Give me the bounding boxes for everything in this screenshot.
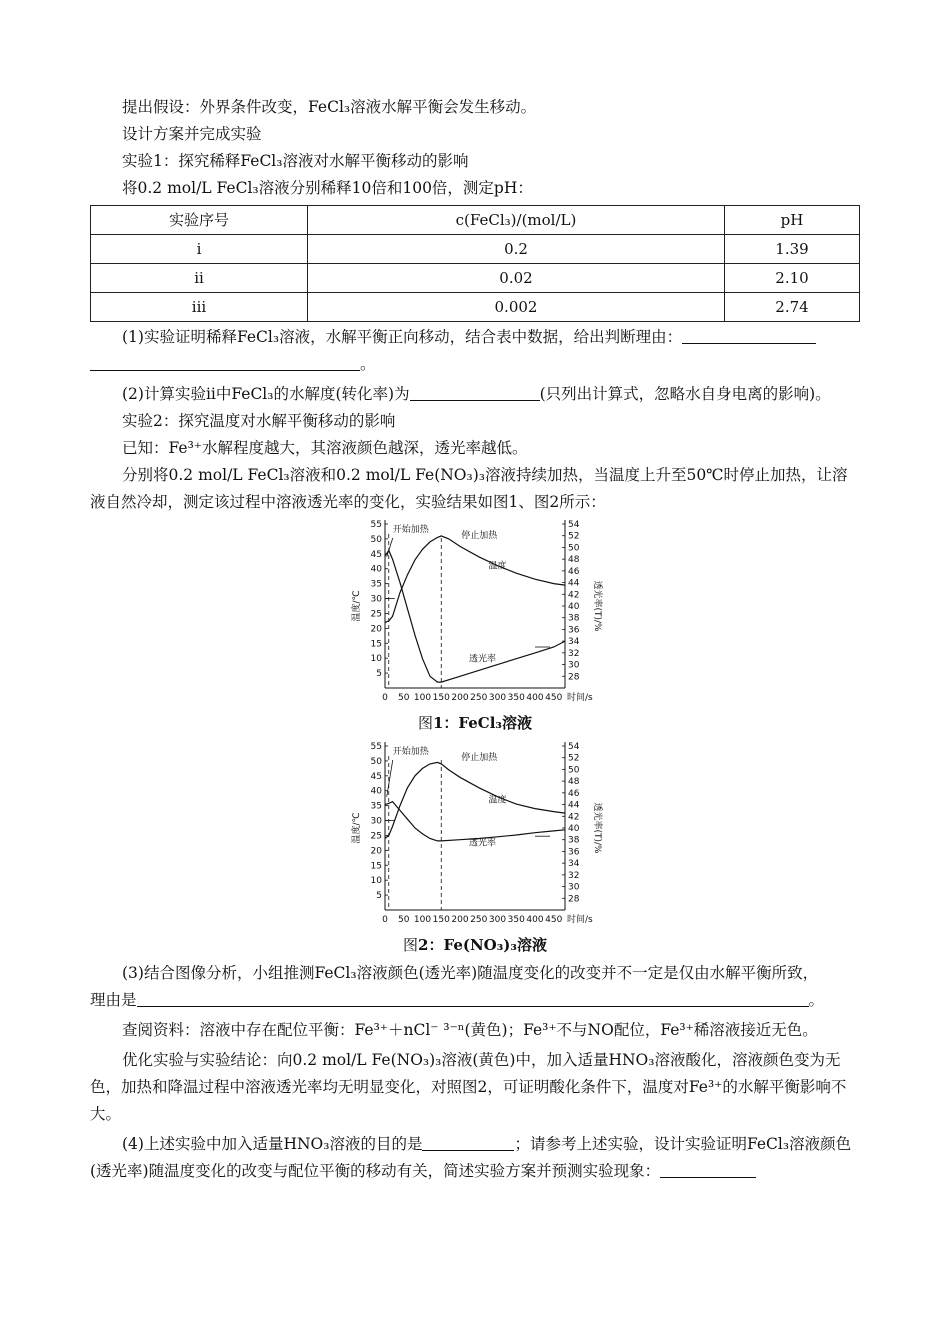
question-3: (3)结合图像分析，小组推测FeCl₃溶液颜色(透光率)随温度变化的改变并不一定是仅由水解平衡所致， bbox=[122, 964, 819, 982]
document-body bbox=[90, 94, 860, 1185]
x-tick-label: 0 bbox=[382, 693, 388, 703]
table-cell: 0.2 bbox=[308, 235, 725, 264]
y2-tick-label: 28 bbox=[568, 894, 580, 905]
answer-blank[interactable] bbox=[682, 327, 816, 344]
y2-tick-label: 52 bbox=[568, 531, 580, 542]
x-tick-label: 50 bbox=[398, 693, 410, 703]
table-cell: 0.02 bbox=[308, 264, 725, 293]
x-tick-label: 250 bbox=[470, 915, 488, 925]
y-tick-label: 10 bbox=[370, 654, 382, 665]
x-tick-label: 450 bbox=[545, 693, 563, 703]
y2-tick-label: 34 bbox=[568, 859, 580, 870]
y-tick-label: 15 bbox=[370, 639, 382, 650]
x-tick-label: 450 bbox=[545, 915, 563, 925]
x-axis-label: 时间/s bbox=[567, 693, 593, 703]
y-tick-label: 55 bbox=[370, 520, 382, 530]
table-row bbox=[91, 235, 860, 264]
x-tick-label: 50 bbox=[398, 915, 410, 925]
y-axis-label: 温度/℃ bbox=[352, 812, 362, 844]
x-axis-label: 时间/s bbox=[567, 915, 593, 925]
y-tick-label: 30 bbox=[370, 816, 382, 827]
chart-feno3 bbox=[345, 738, 605, 932]
y-tick-label: 40 bbox=[370, 786, 382, 797]
y2-tick-label: 28 bbox=[568, 672, 580, 683]
table-cell: 0.002 bbox=[308, 293, 725, 322]
annotation-temperature: 温度 bbox=[488, 795, 507, 806]
answer-blank[interactable] bbox=[137, 990, 809, 1007]
arrow-icon bbox=[387, 760, 393, 797]
y2-tick-label: 32 bbox=[568, 648, 580, 659]
table-cell: 1.39 bbox=[725, 235, 860, 264]
y-tick-label: 45 bbox=[370, 771, 382, 782]
ph-table bbox=[90, 205, 860, 322]
x-tick-label: 250 bbox=[470, 693, 488, 703]
figure-1 bbox=[90, 516, 860, 736]
series-line-temperature bbox=[385, 762, 565, 838]
known-text: 已知：Fe³⁺水解程度越大，其溶液颜色越深，透光率越低。 bbox=[122, 439, 528, 457]
y-axis-label: 温度/℃ bbox=[352, 590, 362, 622]
x-tick-label: 0 bbox=[382, 915, 388, 925]
chart-fecl3 bbox=[345, 516, 605, 710]
table-header-cell: c(FeCl₃)/(mol/L) bbox=[308, 206, 725, 235]
y2-tick-label: 38 bbox=[568, 613, 580, 624]
y2-tick-label: 52 bbox=[568, 753, 580, 764]
reference-text: 查阅资料：溶液中存在配位平衡：Fe³⁺＋nCl⁻ ³⁻ⁿ(黄色)；Fe³⁺不与NO配位，Fe³⁺稀溶液接近无色。 bbox=[122, 1021, 818, 1039]
x-tick-label: 350 bbox=[507, 693, 525, 703]
y2-tick-label: 42 bbox=[568, 812, 580, 823]
y2-tick-label: 46 bbox=[568, 788, 580, 799]
y-tick-label: 10 bbox=[370, 876, 382, 887]
annotation-stop-heating: 停止加热 bbox=[461, 753, 498, 763]
y-tick-label: 20 bbox=[370, 624, 382, 635]
y2-tick-label: 48 bbox=[568, 777, 580, 788]
table-header-row bbox=[91, 206, 860, 235]
y2-tick-label: 54 bbox=[568, 742, 580, 752]
y2-tick-label: 30 bbox=[568, 882, 580, 893]
table-cell: 2.74 bbox=[725, 293, 860, 322]
y-tick-label: 35 bbox=[370, 801, 382, 812]
annotation-transmittance: 透光率 bbox=[468, 838, 497, 849]
figure-2-caption: 图2：Fe(NO₃)₃溶液 bbox=[403, 936, 547, 954]
answer-blank[interactable] bbox=[660, 1161, 756, 1178]
question-1-cont: 。 bbox=[90, 351, 860, 378]
y2-axis-label: 透光率(T)/% bbox=[592, 580, 602, 632]
table-header-cell: 实验序号 bbox=[91, 206, 308, 235]
y-tick-label: 50 bbox=[370, 534, 382, 545]
y-tick-label: 40 bbox=[370, 564, 382, 575]
y2-tick-label: 46 bbox=[568, 566, 580, 577]
question-1: (1)实验证明稀释FeCl₃溶液，水解平衡正向移动，结合表中数据，给出判断理由： bbox=[90, 324, 860, 351]
x-tick-label: 200 bbox=[451, 693, 469, 703]
y2-tick-label: 30 bbox=[568, 660, 580, 671]
y2-tick-label: 50 bbox=[568, 543, 580, 554]
design-text: 设计方案并完成实验 bbox=[122, 125, 262, 143]
exp1-title: 实验1：探究稀释FeCl₃溶液对水解平衡移动的影响 bbox=[122, 152, 469, 170]
y-tick-label: 45 bbox=[370, 549, 382, 560]
y2-tick-label: 50 bbox=[568, 765, 580, 776]
y-tick-label: 20 bbox=[370, 846, 382, 857]
y-tick-label: 55 bbox=[370, 742, 382, 752]
y-tick-label: 5 bbox=[376, 891, 382, 902]
x-tick-label: 400 bbox=[526, 915, 544, 925]
question-2: (2)计算实验ii中FeCl₃的水解度(转化率)为 (只列出计算式，忽略水自身电离的影响)。 bbox=[122, 385, 831, 403]
table-cell: iii bbox=[91, 293, 308, 322]
y2-tick-label: 36 bbox=[568, 847, 580, 858]
series-line-temperature bbox=[385, 536, 565, 623]
table-row bbox=[91, 264, 860, 293]
question-4: (4)上述实验中加入适量HNO₃溶液的目的是 ；请参考上述实验，设计实验证明FeCl₃溶液颜色(透光率)随温度变化的改变与配位平衡的移动有关，简述实验方案并预测实验现象： bbox=[90, 1135, 852, 1180]
answer-blank[interactable] bbox=[410, 384, 540, 401]
x-tick-label: 300 bbox=[488, 693, 507, 703]
table-header-cell: pH bbox=[725, 206, 860, 235]
y2-tick-label: 44 bbox=[568, 800, 580, 811]
x-tick-label: 100 bbox=[413, 693, 432, 703]
y2-axis-label: 透光率(T)/% bbox=[592, 802, 602, 854]
y2-tick-label: 36 bbox=[568, 625, 580, 636]
y2-tick-label: 42 bbox=[568, 590, 580, 601]
y2-tick-label: 32 bbox=[568, 870, 580, 881]
y2-tick-label: 44 bbox=[568, 578, 580, 589]
exp2-title: 实验2：探究温度对水解平衡移动的影响 bbox=[122, 412, 396, 430]
x-tick-label: 150 bbox=[432, 915, 450, 925]
exp1-desc: 将0.2 mol/L FeCl₃溶液分别稀释10倍和100倍，测定pH： bbox=[122, 179, 533, 197]
annotation-stop-heating: 停止加热 bbox=[461, 531, 498, 541]
y-tick-label: 25 bbox=[370, 609, 382, 620]
optimize-text: 优化实验与实验结论：向0.2 mol/L Fe(NO₃)₃溶液(黄色)中，加入适量HNO₃溶液酸化，溶液颜色变为无色，加热和降温过程中溶液透光率均无明显变化，对照图2，可证明酸化条件下，温度对Fe³⁺的水解平衡影响不大。 bbox=[90, 1051, 847, 1123]
figure-2 bbox=[90, 738, 860, 958]
x-tick-label: 350 bbox=[507, 915, 525, 925]
answer-blank[interactable] bbox=[422, 1134, 514, 1151]
hypothesis-text: 提出假设：外界条件改变，FeCl₃溶液水解平衡会发生移动。 bbox=[122, 98, 537, 116]
figure-1-caption: 图1：FeCl₃溶液 bbox=[417, 714, 533, 732]
y-tick-label: 15 bbox=[370, 861, 382, 872]
series-line-transmittance bbox=[385, 802, 565, 841]
x-tick-label: 150 bbox=[432, 693, 450, 703]
x-tick-label: 400 bbox=[526, 693, 544, 703]
x-tick-label: 200 bbox=[451, 915, 469, 925]
y-tick-label: 30 bbox=[370, 594, 382, 605]
y2-tick-label: 54 bbox=[568, 520, 580, 530]
table-cell: i bbox=[91, 235, 308, 264]
y2-tick-label: 40 bbox=[568, 824, 580, 834]
annotation-start-heating: 开始加热 bbox=[392, 525, 429, 535]
y-tick-label: 5 bbox=[376, 669, 382, 680]
table-row bbox=[91, 293, 860, 322]
x-tick-label: 300 bbox=[488, 915, 507, 925]
annotation-start-heating: 开始加热 bbox=[392, 747, 429, 757]
question-3-cont: 理由是 。 bbox=[90, 991, 825, 1009]
table-cell: 2.10 bbox=[725, 264, 860, 293]
annotation-temperature: 温度 bbox=[488, 561, 507, 572]
exp2-desc: 分别将0.2 mol/L FeCl₃溶液和0.2 mol/L Fe(NO₃)₃溶液持续加热，当温度上升至50℃时停止加热，让溶液自然冷却，测定该过程中溶液透光率的变化，实验结果如图1、图2所示： bbox=[90, 466, 848, 511]
y-tick-label: 35 bbox=[370, 579, 382, 590]
x-tick-label: 100 bbox=[413, 915, 432, 925]
y2-tick-label: 40 bbox=[568, 602, 580, 612]
y2-tick-label: 38 bbox=[568, 835, 580, 846]
y2-tick-label: 48 bbox=[568, 555, 580, 566]
annotation-transmittance: 透光率 bbox=[468, 654, 497, 665]
table-cell: ii bbox=[91, 264, 308, 293]
answer-blank[interactable] bbox=[90, 354, 360, 371]
y-tick-label: 25 bbox=[370, 831, 382, 842]
y2-tick-label: 34 bbox=[568, 637, 580, 648]
y-tick-label: 50 bbox=[370, 756, 382, 767]
